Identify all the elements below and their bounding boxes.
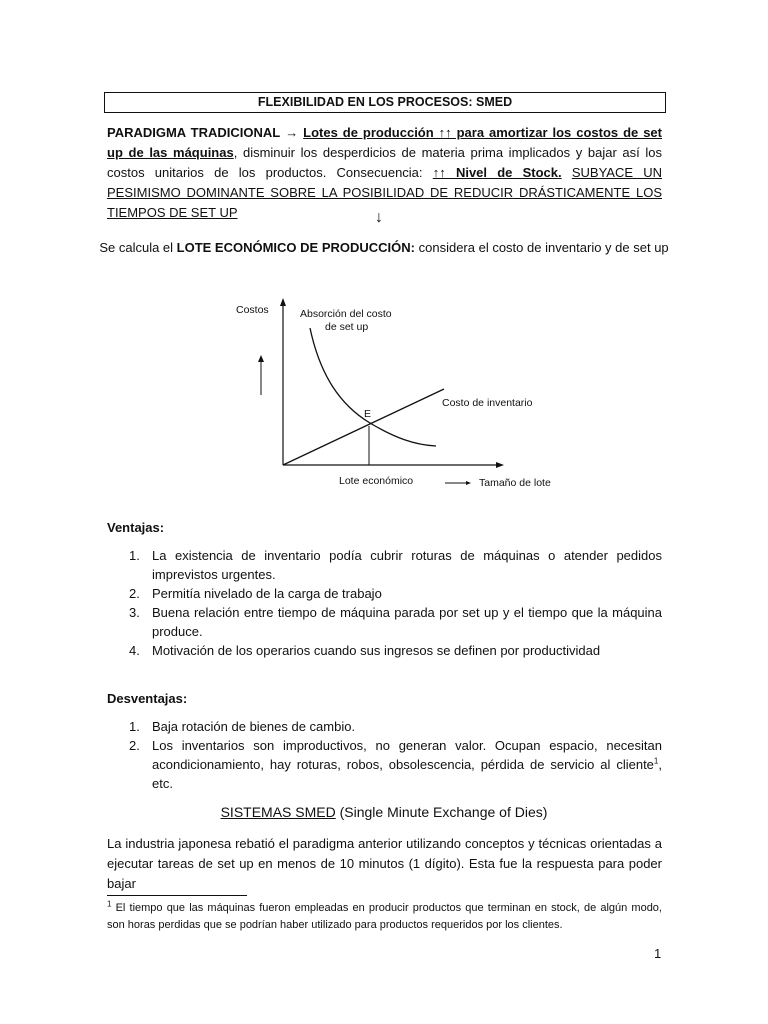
up-arrow-head (258, 355, 264, 362)
equilibrium-label: E (364, 408, 372, 420)
desventajas-heading: Desventajas: (107, 691, 188, 706)
footnote-mark: 1 (107, 899, 112, 909)
line-label: Costo de inventario (442, 397, 533, 409)
list-item: 3. Buena relación entre tiempo de máquina parada por set up y el tiempo que la máquina produce. (129, 605, 662, 639)
smed-heading (0, 803, 768, 822)
list-item: 2. Permitía nivelado de la carga de trabajo (129, 586, 382, 601)
down-arrow-icon: ↓ (375, 209, 383, 226)
footnote-divider (107, 895, 247, 896)
ventajas-list (107, 546, 662, 660)
paradigma-label: PARADIGMA TRADICIONAL (107, 125, 281, 140)
curve-label-line1: Absorción del costo (300, 308, 392, 320)
footnote-text: El tiempo que las máquinas fueron empleadas en producir productos que terminan en stock, de algún modo, son horas perdidas que se podrían haber utilizado para productos requeridos por los clientes. (107, 902, 662, 931)
lote-economico-line (0, 238, 768, 257)
desventajas-list (107, 717, 662, 793)
lotes-text: Lotes de producción ↑↑ para amortizar los costos de set up de las máquinas (107, 125, 662, 160)
setup-cost-curve (310, 328, 436, 446)
list-item: 4. Motivación de los operarios cuando sus ingresos se definen por productividad (129, 643, 601, 658)
ventajas-heading: Ventajas: (107, 520, 165, 535)
smed-subtitle: (Single Minute Exchange of Dies) (335, 804, 548, 820)
document-title: FLEXIBILIDAD EN LOS PROCESOS: SMED (104, 92, 666, 113)
footnote (107, 900, 662, 934)
paradigma-body: , disminuir los desperdicios de materia prima implicados y bajar así los costos unitarios de los productos. Consecuencia: (107, 145, 662, 180)
lote-economico-graph (230, 295, 560, 495)
y-axis-label: Costos (236, 304, 269, 316)
x-axis-arrowhead (496, 462, 504, 468)
lote-bold: LOTE ECONÓMICO DE PRODUCCIÓN: (176, 240, 415, 255)
list-item: 2. Los inventarios son improductivos, no generan valor. Ocupan espacio, necesitan acondicionamiento, hay roturas, robos, obsolescencia, pérdida de servicio al cliente$^1$, etc. (129, 738, 662, 791)
y-axis-arrowhead (280, 298, 286, 306)
smed-paragraph: La industria japonesa rebatió el paradigma anterior utilizando conceptos y técnicas orientadas a ejecutar tareas de set up en menos de 10 minutos (1 dígito). Esta fue la respuesta para poder bajar (107, 836, 662, 891)
list-item: 1. La existencia de inventario podía cubrir roturas de máquinas o atender pedidos imprevistos urgentes. (129, 548, 662, 582)
right-arrow: → (285, 125, 299, 140)
x-point-label: Lote económico (339, 475, 414, 487)
subyace-text: SUBYACE UN PESIMISMO DOMINANTE SOBRE LA POSIBILIDAD DE REDUCIR DRÁSTICAMENTE LOS TIEMPOS DE SET UP (107, 165, 662, 220)
smed-title: SISTEMAS SMED (220, 804, 336, 820)
lote-pre: Se calcula el (99, 240, 177, 255)
curve-label-line2: de set up (325, 321, 369, 333)
footnote-ref: 1 (653, 756, 659, 766)
inventory-cost-line (283, 389, 444, 465)
page-number: 1 (654, 946, 662, 961)
nivel-stock: ↑↑ Nivel de Stock. (432, 165, 562, 180)
lote-post: considera el costo de inventario y de set up (415, 240, 669, 255)
x-axis-label: Tamaño de lote (479, 477, 551, 489)
paradigma-paragraph (107, 123, 662, 223)
list-item: 1. Baja rotación de bienes de cambio. (129, 719, 356, 734)
x-label-arrowhead (466, 481, 471, 485)
